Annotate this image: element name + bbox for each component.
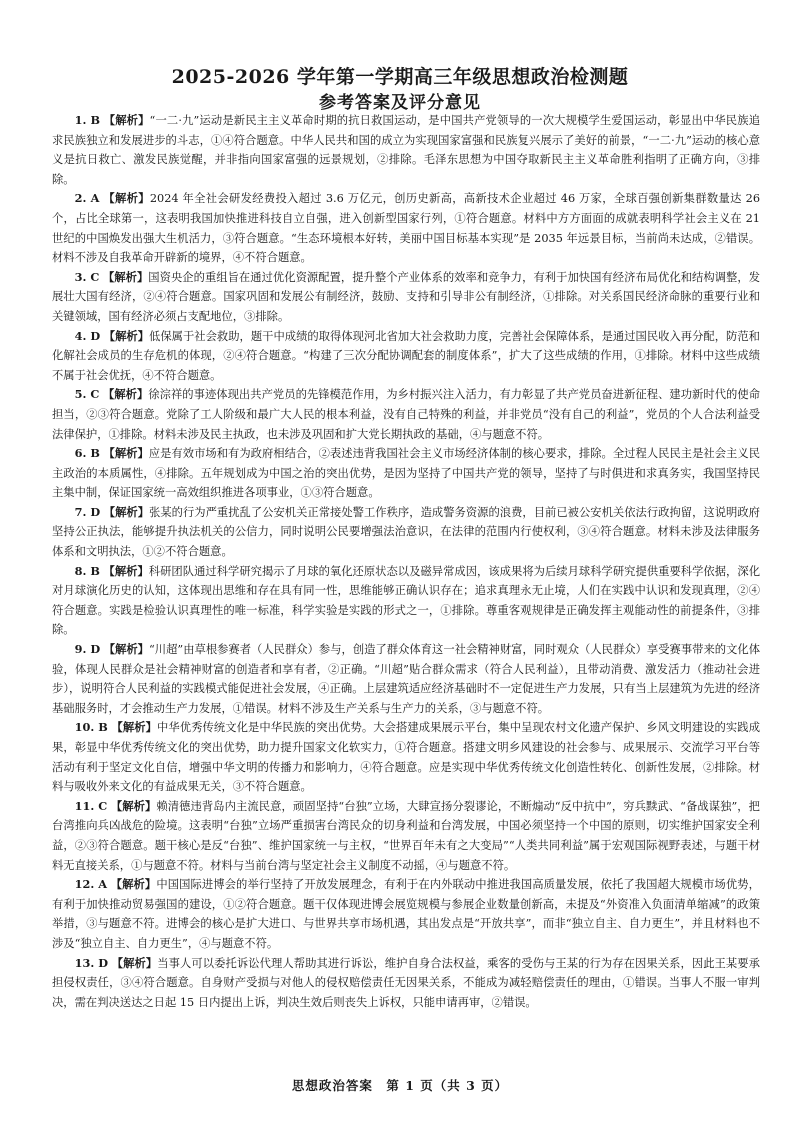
analysis-tag: 【解析】 [110, 877, 157, 892]
answer-text: 科研团队通过科学研究揭示了月球的氧化还原状态以及磁异常成因，该成果将为后续月球科学研究提供重要科学依据，深化对月球演化历史的认知，这体现出思维和存在具有同一性，思维能够正确认识存在；追求真理永无止境，人们在实践中认识和发现真理，②④符合题意。实践是检验认识真理性的唯一标准，科学实验是实践的形式之一，①排除。尊重客观规律是正确发挥主观能动性的前提条件，③排除。 [52, 564, 760, 637]
answer-number: 5. C [74, 387, 100, 402]
analysis-tag: 【解析】 [103, 113, 150, 127]
analysis-tag: 【解析】 [111, 955, 158, 970]
analysis-tag: 【解析】 [102, 387, 149, 402]
answer-number: 4. D [74, 328, 101, 343]
analysis-tag: 【解析】 [103, 563, 149, 578]
answer-number: 2. A [74, 191, 100, 206]
answer-number: 9. D [74, 642, 101, 657]
answer-text: 中华优秀传统文化是中华民族的突出优势。大会搭建成果展示平台，集中呈现农村文化遗产保护、乡风文明建设的实践成果，彰显中华优秀传统文化的突出优势，助力提升国家文化软实力，①符合题意。搭建文明乡风建设的社会参与、成果展示、交流学习平台等活动有利于坚定文化自信，增强中华文明的传播力和影响力，④符合题意。应是实现中华优秀传统文化创造性转化、创新性发展，②排除。材料与吸收外来文化的有益成果无关，③不符合题意。 [52, 721, 760, 794]
analysis-tag: 【解析】 [111, 720, 158, 735]
answer-text: 国资央企的重组旨在通过优化资源配置，提升整个产业体系的效率和竞争力，有利于加快国有经济布局优化和结构调整，发展壮大国有经济，②④符合题意。国家巩固和发展公有制经济，鼓励、支持和引导非公有制经济，①排除。对关系国民经济命脉的重要行业和关键领域，国有经济必须占支配地位，③排除。 [52, 270, 760, 323]
answer-number: 10. B [74, 720, 108, 735]
answer-text: 徐淙祥的事迹体现出共产党员的先锋模范作用，为乡村振兴注入活力，有力彰显了共产党员奋进新征程、建功新时代的使命担当，②③符合题意。党除了工人阶级和最广大人民的根本利益，没有自己特殊的利益，并非党员“没有自己的利益”，党员的个人合法利益受法律保护，①排除。材料未涉及民主执政，也未涉及巩固和扩大党长期执政的基础，④与题意不符。 [52, 388, 760, 441]
answer-text: “川超”由草根参赛者（人民群众）参与，创造了群众体育这一社会精神财富，同时观众（人民群众）享受赛事带来的文化体验，体现人民群众是社会精神财富的创造者和享有者，②正确。“川超”贴合群众需求（符合人民利益），且带动消费、激发活力（推动社会进步），说明符合人民利益的实践模式能促进社会发展，④正确。上层建筑适应经济基础时不一定促进生产力发展，只有当上层建筑为先进的经济基础服务时，才会推动生产力发展，①错误。材料不涉及生产关系与生产力的关系，③与题意不符。 [52, 643, 760, 715]
answer-item-9 [52, 640, 760, 718]
answer-text: 低保属于社会救助，题干中成绩的取得体现河北省加大社会救助力度，完善社会保障体系，是通过国民收入再分配，防范和化解社会成员的生存危机的体现，②④符合题意。“构建了三次分配协调配套的制度体系”，扩大了这些成绩的作用，①排除。材料中这些成绩不属于社会优抚，④不符合题意。 [52, 329, 760, 382]
answer-item-11 [52, 797, 760, 875]
analysis-tag: 【解析】 [103, 328, 150, 343]
answer-number: 1. B [74, 113, 101, 127]
answer-number: 3. C [74, 269, 100, 284]
answer-item-10 [52, 718, 760, 796]
answer-item-3 [52, 268, 760, 327]
answer-text: 赖清德违背岛内主流民意，顽固坚持“台独”立场，大肆宣扬分裂谬论，不断煽动“反中抗中”，穷兵黩武、“备战谋独”，把台湾推向兵凶战危的险境。这表明“台独”立场严重损害台湾民众的切身利益和台湾发展，中国必须坚持一个中国的原则，切实维护国家安全利益，②③符合题意。题干核心是反“台独”、维护国家统一与主权，“世界百年未有之大变局”“人类共同利益”属于宏观国际视野表述，与题干材料无直接关系，①与题意不符。材料与当前台湾与坚定社会主义制度不动摇，④与题意不符。 [52, 799, 760, 872]
answer-item-2 [52, 189, 760, 267]
answer-number: 12. A [74, 877, 108, 892]
answer-text: 张某的行为严重扰乱了公安机关正常接处警工作秩序，造成警务资源的浪费，目前已被公安机关依法行政拘留，这说明政府坚持公正执法，能够提升执法机关的公信力，同时说明公民要增强法治意识，在法律的范围内行使权利，③④符合题意。材料未涉及法律服务体系和文明执法，①②不符合题意。 [52, 505, 760, 559]
answer-text: 2024 年全社会研发经费投入超过 3.6 万亿元，创历史新高，高新技术企业超过 46 万家，全球百强创新集群数量达 26 个，占比全球第一，这表明我国加快推进科技自立自强，进入创新型国家行列，①符合题意。材料中方方面面的成就表明科学社会主义在 21 世纪的中国焕发出强大生机活力，③符合题意。“生态环境根本好转，美丽中国目标基本实现”是 2035 年远景目标，当前尚未达成，②错误。材料不涉及自我革命开辟新的境界，④不符合题意。 [52, 192, 761, 265]
page-subtitle: 参考答案及评分意见 [319, 93, 481, 113]
answer-item-4 [52, 327, 760, 386]
answer-number: 6. B [74, 446, 100, 461]
analysis-tag: 【解析】 [103, 642, 149, 657]
answer-item-6 [52, 444, 760, 503]
answer-item-7 [52, 503, 760, 562]
answer-number: 13. D [74, 955, 109, 970]
answer-text: 当事人可以委托诉讼代理人帮助其进行诉讼，维护自身合法权益，乘客的受伤与王某的行为存在因果关系，因此王某要承担侵权责任，③④符合题意。自身财产受损与对他人的侵权赔偿责任无因果关系，不能成为减轻赔偿责任的理由，①错误。当事人不服一审判决，需在判决送达之日起 15 日内提出上诉，判决生效后则丧失上诉权，只能申请再审，②错误。 [52, 956, 760, 1009]
analysis-tag: 【解析】 [102, 269, 149, 284]
analysis-tag: 【解析】 [103, 191, 150, 206]
analysis-tag: 【解析】 [110, 798, 157, 813]
answer-number: 11. C [74, 798, 108, 813]
analysis-tag: 【解析】 [103, 504, 150, 519]
page-footer: 思想政治答案 第 1 页（共 3 页） [291, 1078, 509, 1093]
answer-text: “一二·九”运动是新民主主义革命时期的抗日救国运动，是中国共产党领导的一次大规模学生爱国运动，彰显出中华民族追求民族独立和发展进步的斗志，①④符合题意。中华人民共和国的成立为实现国家富强和民族复兴展示了美好的前景，“一二·九”运动的核心意义是抗日救亡、激发民族觉醒，并非指向国家富强的远景规划，②排除。毛泽东思想为中国夺取新民主主义革命胜利指明了正确方向，③排除。 [52, 114, 760, 186]
answer-list [52, 111, 760, 1012]
answer-text: 中国国际进博会的举行坚持了开放发展理念，有利于在内外联动中推进我国高质量发展，依托了我国超大规模市场优势，有利于加快推动贸易强国的建设，①②符合题意。题干仅体现进博会展览规模与参展企业数量创新高，未提及“外资准入负面清单缩减”的政策举措，③与题意不符。进博会的核心是扩大进口、与世界共享市场机遇，其出发点是“开放共享”，而非“独立自主、自力更生”，并且材料也不涉及“独立自主、自力更生”，④与题意不符。 [52, 878, 760, 950]
answer-number: 8. B [74, 563, 100, 578]
answer-item-8 [52, 562, 760, 640]
answer-item-13 [52, 954, 760, 1013]
analysis-tag: 【解析】 [103, 446, 149, 461]
answer-text: 应是有效市场和有为政府相结合，②表述违背我国社会主义市场经济体制的核心要求，排除。全过程人民民主是社会主义民主政治的本质属性，④排除。五年规划成为中国之治的突出优势，是因为坚持了中国共产党的领导，坚持了与时俱进和求真务实，我国坚持民主集中制，保证国家统一高效组织推进各项事业，①③符合题意。 [52, 447, 760, 500]
answer-item-12 [52, 875, 760, 953]
answer-item-5 [52, 385, 760, 444]
answer-item-1 [52, 111, 760, 189]
answer-number: 7. D [74, 504, 101, 519]
page-title: 2025-2026 学年第一学期高三年级思想政治检测题 [171, 66, 629, 88]
